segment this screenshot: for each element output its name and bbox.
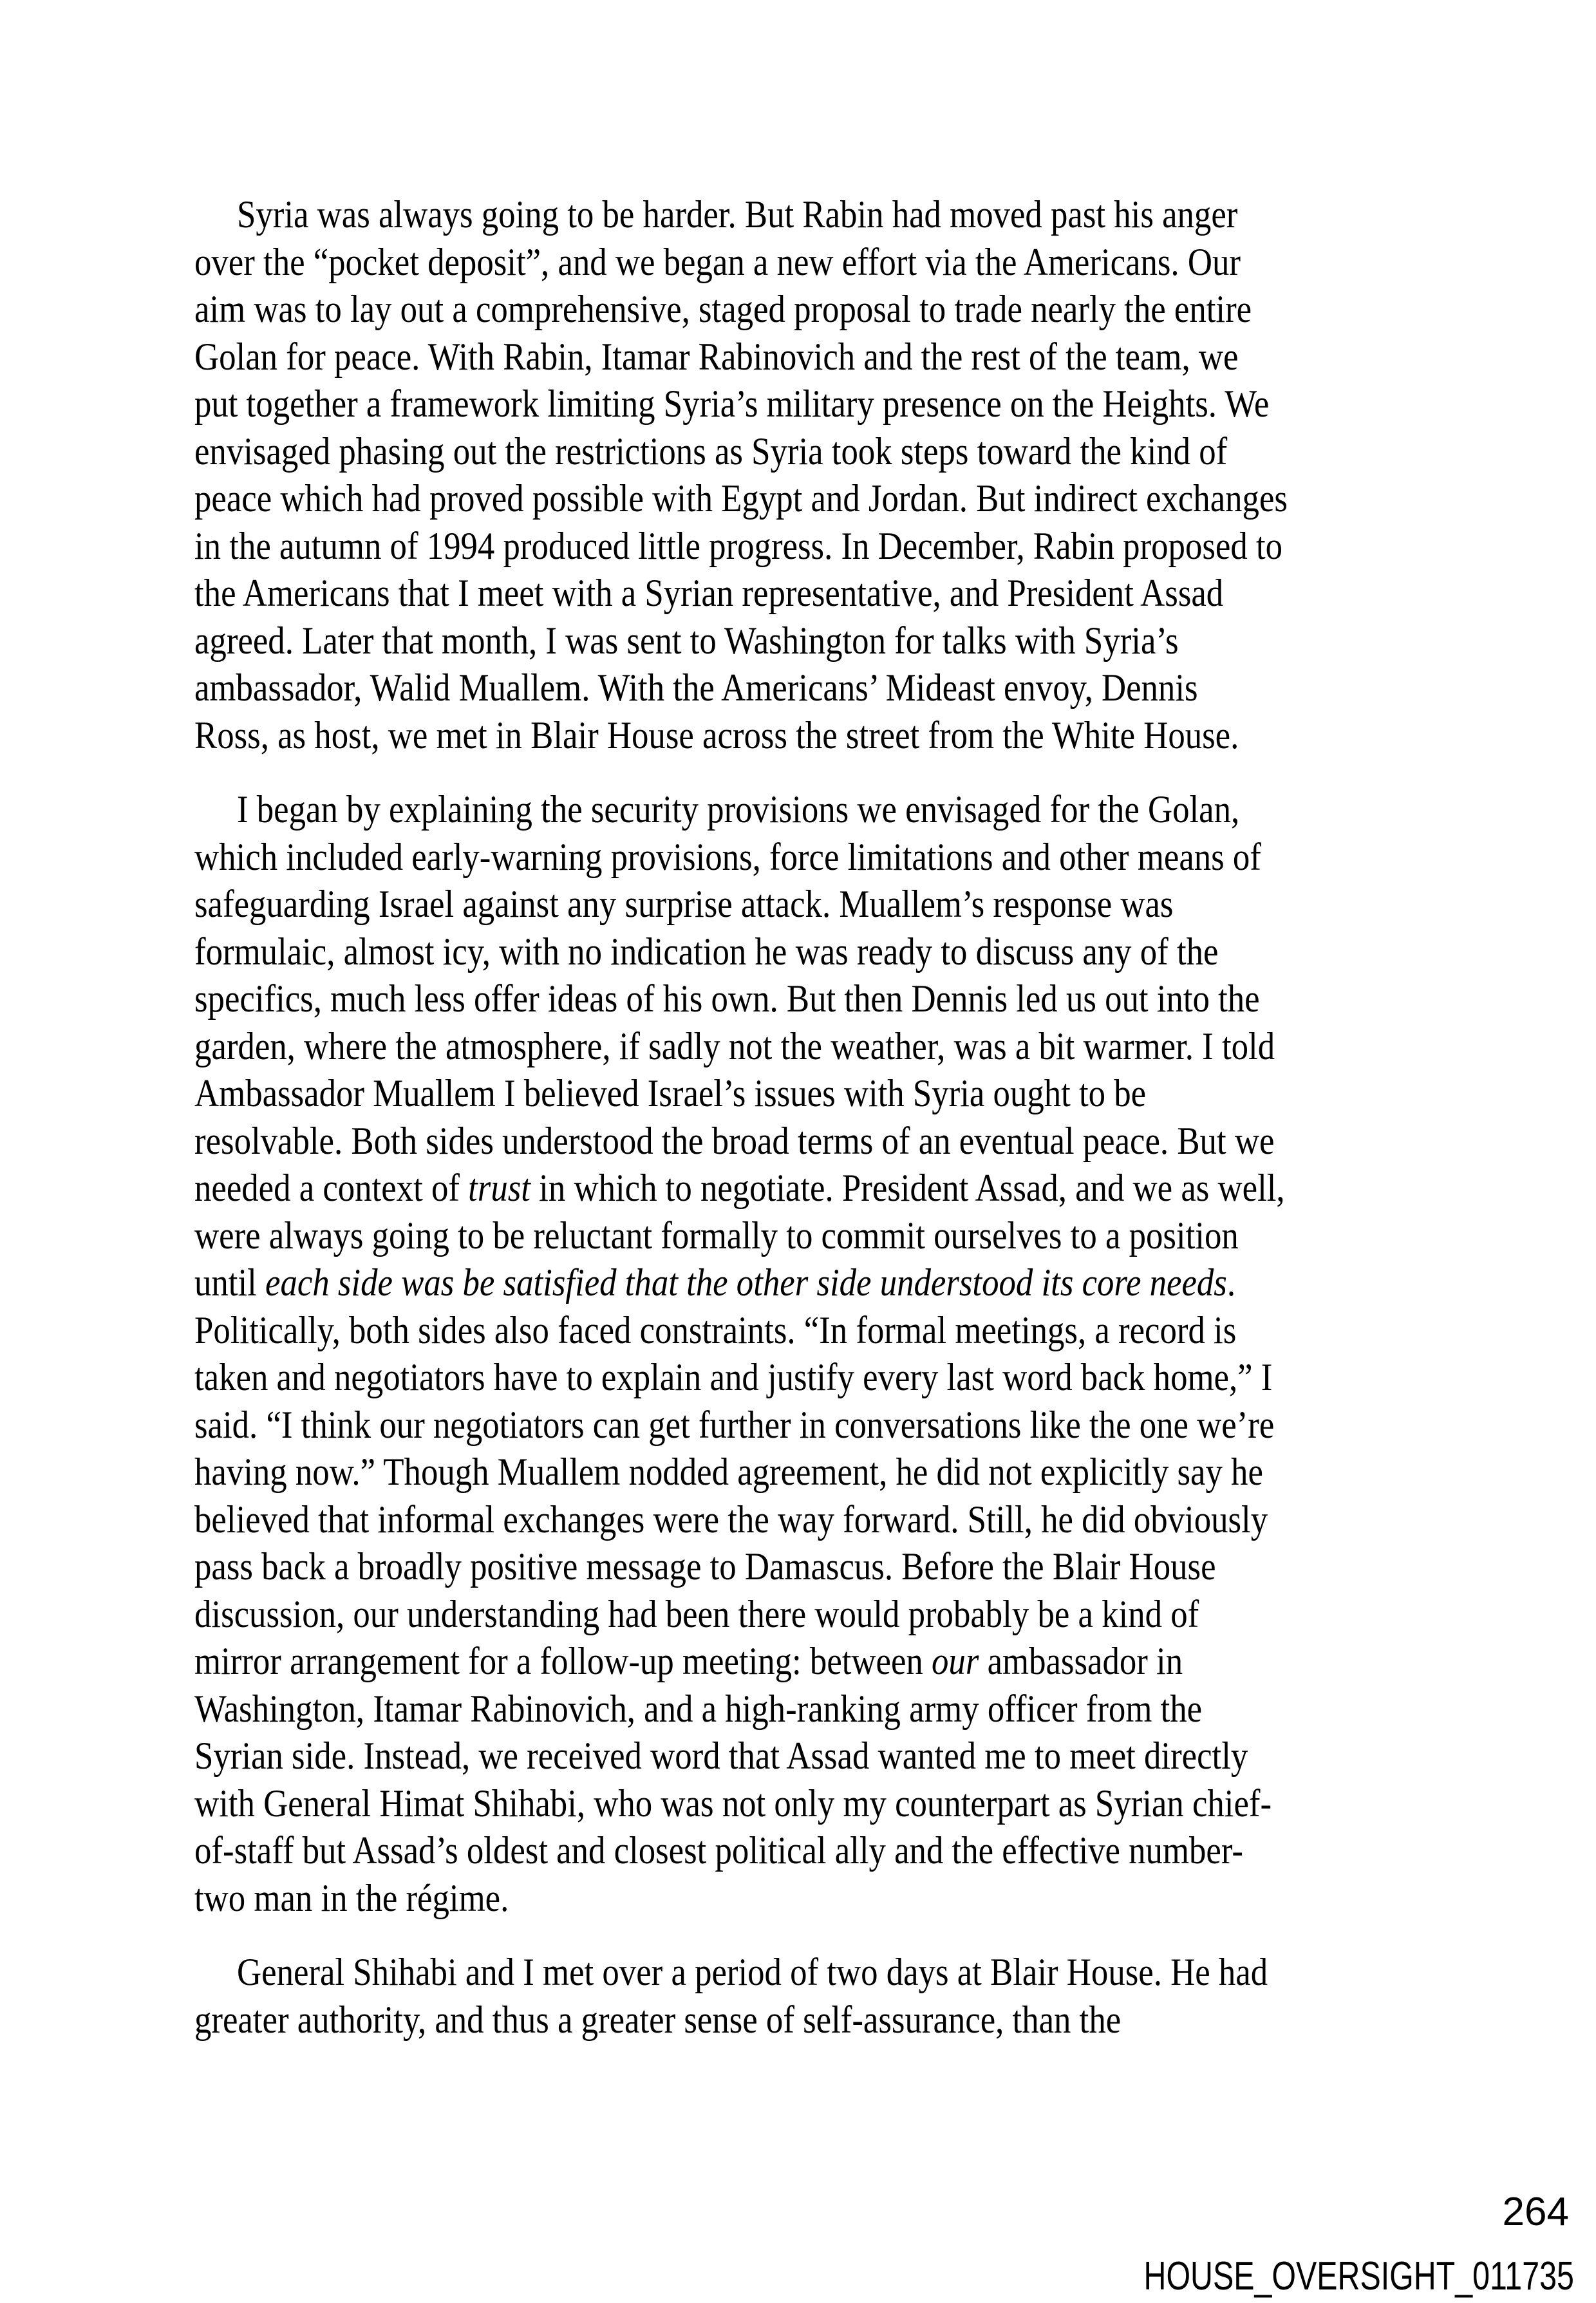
text-line — [194, 1875, 1305, 1922]
text-line — [194, 1212, 1305, 1260]
text-line — [194, 1307, 1305, 1355]
text-segment: until — [194, 1261, 266, 1304]
text-segment: safeguarding Israel against any surprise attack. Muallem’s response was — [194, 883, 1174, 925]
paragraph — [194, 786, 1456, 1922]
text-segment: Golan for peace. With Rabin, Itamar Rabinovich and the rest of the team, we — [194, 335, 1239, 378]
text-segment: Syria was always going to be harder. But Rabin had moved past his anger — [237, 193, 1238, 236]
text-segment: resolvable. Both sides understood the broad terms of an eventual peace. But we — [194, 1119, 1275, 1162]
text-segment: Politically, both sides also faced constraints. “In formal meetings, a record is — [194, 1308, 1237, 1351]
text-segment: the Americans that I meet with a Syrian representative, and President Assad — [194, 572, 1224, 614]
text-line — [194, 1496, 1305, 1544]
text-line — [194, 239, 1305, 287]
text-segment: garden, where the atmosphere, if sadly not the weather, was a bit warmer. I told — [194, 1024, 1275, 1067]
text-segment: Syrian side. Instead, we received word that Assad wanted me to meet directly — [194, 1734, 1248, 1777]
text-segment: having now.” Though Muallem nodded agreement, he did not explicitly say he — [194, 1451, 1263, 1493]
text-segment: specifics, much less offer ideas of his own. But then Dennis led us out into the — [194, 977, 1260, 1020]
text-line — [194, 617, 1305, 665]
text-segment: pass back a broadly positive message to Damascus. Before the Blair House — [194, 1545, 1216, 1588]
text-line — [194, 1070, 1305, 1118]
text-segment: I began by explaining the security provisions we envisaged for the Golan, — [237, 788, 1240, 831]
text-segment: two man in the régime. — [194, 1876, 509, 1919]
text-segment: with General Himat Shihabi, who was not only my counterpart as Syrian chief- — [194, 1781, 1272, 1825]
text-segment: said. “I think our negotiators can get further in conversations like the one we’re — [194, 1403, 1275, 1446]
text-line — [194, 1686, 1305, 1733]
text-segment: General Shihabi and I met over a period of two days at Blair House. He had — [237, 1951, 1268, 1993]
text-segment: greater authority, and thus a greater sense of self-assurance, than the — [194, 1998, 1122, 2041]
text-segment: aim was to lay out a comprehensive, staged proposal to trade nearly the entire — [194, 288, 1252, 330]
text-segment: ambassador, Walid Muallem. With the Americans’ Mideast envoy, Dennis — [194, 666, 1198, 709]
text-line — [194, 1780, 1305, 1828]
text-line — [194, 286, 1305, 334]
italic-text: each side was be satisfied that the other side understood its core needs — [265, 1261, 1227, 1304]
text-line — [194, 928, 1305, 976]
bates-stamp: HOUSE_OVERSIGHT_011735 — [1143, 2254, 1574, 2298]
text-segment: which included early-warning provisions, force limitations and other means of — [194, 835, 1261, 878]
text-line — [194, 1449, 1305, 1496]
text-segment: Washington, Itamar Rabinovich, and a high-ranking army officer from the — [194, 1687, 1203, 1730]
text-segment: envisaged phasing out the restrictions as Syria took steps toward the kind of — [194, 429, 1228, 473]
page-text — [194, 191, 1456, 2071]
text-line — [194, 1997, 1305, 2044]
text-segment: peace which had proved possible with Egypt and Jordan. But indirect exchanges — [194, 477, 1288, 520]
text-segment: put together a framework limiting Syria’s military presence on the Heights. We — [194, 382, 1270, 425]
text-segment: Ambassador Muallem I believed Israel’s issues with Syria ought to be — [194, 1072, 1147, 1114]
text-line — [194, 1165, 1305, 1212]
text-line — [194, 1638, 1305, 1686]
italic-text: our — [932, 1640, 979, 1682]
italic-text: trust — [468, 1167, 530, 1209]
text-segment: agreed. Later that month, I was sent to Washington for talks with Syria’s — [194, 619, 1179, 662]
text-line — [194, 1402, 1305, 1449]
text-line — [194, 1023, 1305, 1071]
paragraph — [194, 1949, 1456, 2044]
text-line — [194, 334, 1305, 381]
text-line — [194, 1259, 1305, 1307]
paragraph — [194, 191, 1456, 759]
text-segment: mirror arrangement for a follow-up meeting: between — [194, 1640, 932, 1682]
text-line — [194, 1354, 1305, 1402]
text-segment: in the autumn of 1994 produced little progress. In December, Rabin proposed to — [194, 524, 1283, 567]
text-segment: discussion, our understanding had been there would probably be a kind of — [194, 1592, 1199, 1635]
text-line — [194, 1543, 1305, 1591]
text-line — [194, 1949, 1305, 1997]
text-segment: needed a context of — [194, 1167, 469, 1209]
text-segment: . — [1226, 1261, 1236, 1304]
text-line — [194, 834, 1305, 881]
text-line — [194, 712, 1305, 760]
text-line — [194, 664, 1305, 712]
text-segment: believed that informal exchanges were the way forward. Still, he did obviously — [194, 1498, 1268, 1541]
text-segment: were always going to be reluctant formally to commit ourselves to a position — [194, 1214, 1239, 1257]
text-segment: taken and negotiators have to explain and justify every last word back home,” I — [194, 1356, 1273, 1398]
text-line — [194, 570, 1305, 617]
text-line — [194, 881, 1305, 928]
text-line — [194, 1733, 1305, 1780]
text-segment: ambassador in — [979, 1640, 1183, 1682]
text-line — [194, 523, 1305, 570]
text-line — [194, 475, 1305, 523]
text-line — [194, 1827, 1305, 1875]
text-segment: over the “pocket deposit”, and we began a new effort via the Americans. Our — [194, 240, 1241, 283]
text-line — [194, 975, 1305, 1023]
text-segment: in which to negotiate. President Assad, and we as well, — [530, 1167, 1285, 1209]
text-line — [194, 1118, 1305, 1165]
text-line — [194, 191, 1305, 239]
text-line — [194, 1591, 1305, 1639]
text-segment: of-staff but Assad’s oldest and closest political ally and the effective number- — [194, 1829, 1243, 1872]
text-segment: formulaic, almost icy, with no indication he was ready to discuss any of the — [194, 930, 1219, 973]
text-line — [194, 428, 1305, 476]
text-segment: Ross, as host, we met in Blair House across the street from the White House. — [194, 713, 1239, 757]
text-line — [194, 786, 1305, 834]
page-number: 264 — [1502, 2190, 1569, 2234]
text-line — [194, 381, 1305, 428]
